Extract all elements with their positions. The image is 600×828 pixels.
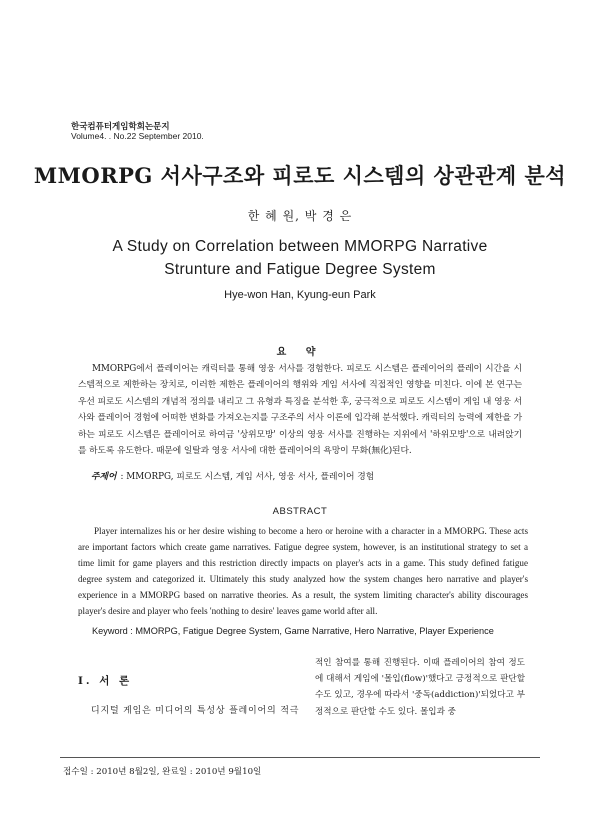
footer-divider [60,757,540,758]
body-text-left-column: 디지털 게임은 미디어의 특성상 플레이어의 적극 [91,706,300,716]
journal-name: 한국컴퓨터게임학회논문지 [71,121,170,131]
korean-abstract-heading: 요 약 [276,347,324,358]
korean-abstract-text: MMORPG에서 플레이어는 캐릭터를 통해 영웅 서사를 경험한다. 피로도 시스템은 플레이어의 플레이 시간을 시스템적으로 제한하는 장치로, 이러한 제한은 플레이어의 행위와 게임 서사에 직접적인 영향을 미친다. 이에 본 연구는 우선 피로도 시스템의 개념적 정의를 내리고 그 유형과 특징을 분석한 후, 궁극적으로 피로도 시스템이 게임 내 영웅 서사와 플레이어 경험에 어떠한 변화를 가져오는지를 구조주의 서사 이론에 입각해 분석했다. 캐릭터의 능력에 제한을 가하는 피로도 시스템은 플레이어로 하여금 '상위모방' 이상의 영웅 서사를 진행하는 지위에서 '하위모방'으로 내려앉기를 하도록 유도한다. 때문에 일탈과 영웅 서사에 대한 플레이어의 욕망이 무화(無化)된다. [78,364,522,457]
authors-korean: 한 혜 원, 박 경 은 [247,209,353,223]
authors-english: Hye-won Han, Kyung-eun Park [224,289,376,301]
english-abstract-heading: ABSTRACT [272,506,328,517]
journal-volume: Volume4. . No.22 September 2010. [71,131,204,141]
section-heading-introduction: Ⅰ. 서 론 [78,675,133,687]
body-text-right-column: 적인 참여를 통해 진행된다. 이때 플레이어의 참여 정도에 대해서 게임에 '몰입(flow)'했다고 긍정적으로 판단할 수도 있고, 경우에 따라서 '중독(addiction)'되었다고 부정적으로 판단할 수도 있다. 몰입과 중 [315,658,525,717]
korean-keywords-label: 주제어 [91,472,117,482]
korean-keywords-list: : MMORPG, 피로도 시스템, 게임 서사, 영웅 서사, 플레이어 경험 [120,472,375,482]
english-keywords: Keyword : MMORPG, Fatigue Degree System, Game Narrative, Hero Narrative, Player Experience [92,626,494,636]
paper-title-english: A Study on Correlation between MMORPG Narrative Strunture and Fatigue Degree System [112,238,488,278]
korean-keywords [91,469,374,482]
submission-dates: 접수일 : 2010년 8월2일, 완료일 : 2010년 9월10일 [63,767,262,777]
paper-title-korean: MMORPG 서사구조와 피로도 시스템의 상관관계 분석 [33,163,567,188]
english-abstract-text: Player internalizes his or her desire wishing to become a hero or heroine with a character in a MMORPG. These acts are important factors which create game narratives. Fatigue degree system, however, is an institutional strategy to set a time limit for game players and this restriction directly impacts on player's acts in a game. This study defined fatigue degree system and categorized it. Ultimately this study analyzed how the system changes hero narrative and player's experience in a MMORPG based on narrative theories. As a result, the system limiting character's ability discourages player's desire and player who feels 'nothing to desire' leaves game world after all. [78,526,528,616]
